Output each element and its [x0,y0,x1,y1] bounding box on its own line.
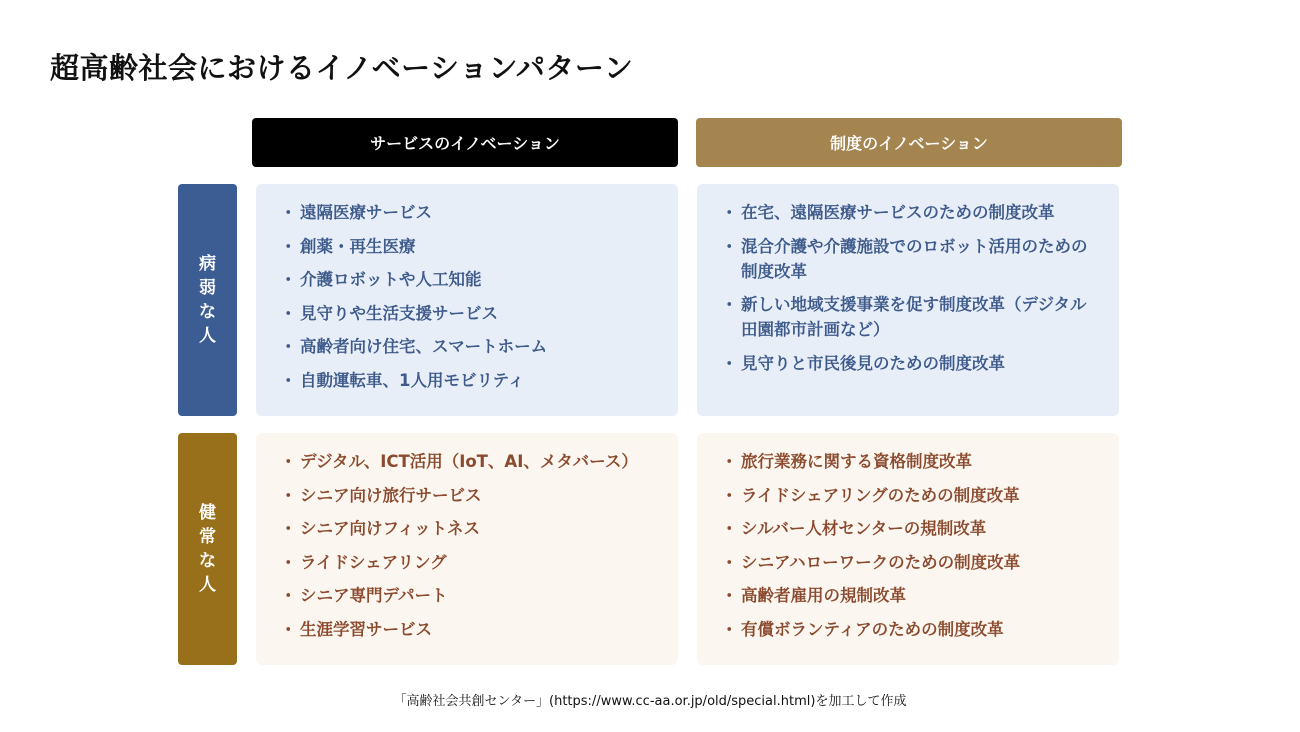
bullet-icon: ・ [721,552,738,572]
list-item-text: 見守りと市民後見のための制度改革 [741,353,1005,373]
bullet-icon: ・ [280,236,297,256]
list-item-text: ライドシェアリング [300,552,447,572]
cell-healthy-system [697,433,1119,665]
list-item [280,301,658,326]
cell-weak-system [697,184,1119,416]
page-title: 超高齢社会におけるイノベーションパターン [50,51,634,85]
source-citation: 「高齢社会共創センター」(https://www.cc-aa.or.jp/old/special.html)を加工して作成 [393,694,907,709]
list-item-text: 介護ロボットや人工知能 [300,270,482,289]
bullet-icon: ・ [280,337,297,356]
list-item-text: デジタル、ICT活用（IoT、AI、メタバース） [300,452,638,471]
list-item-text: 遠隔医療サービス [300,203,432,222]
list-item-text: シルバー人材センターの規制改革 [741,519,987,538]
list-item [280,267,658,292]
bullet-icon: ・ [280,552,297,572]
list-item [721,234,1099,284]
bullet-icon: ・ [280,619,297,639]
list-item-text: 有償ボランティアのための制度改革 [741,619,1004,639]
system-innovation-header: 制度のイノベーション [696,118,1122,167]
list-item [280,449,658,474]
list-item [280,516,658,541]
list-item-text: 高齢者雇用の規制改革 [741,586,906,605]
bullet-icon: ・ [280,519,297,538]
list-item [280,368,658,393]
bullet-icon: ・ [721,619,738,639]
list-item [721,583,1099,608]
row-label-char: な [199,302,216,322]
list-item [280,334,658,359]
row-label-healthy-people [178,433,237,665]
bullet-icon: ・ [721,519,738,538]
list-item-text: シニア専門デパート [300,586,448,605]
bullet-icon: ・ [280,370,297,390]
row-label-char: 人 [199,326,216,346]
row-label-char: 健 [199,503,216,523]
list-item [721,516,1099,541]
bullet-icon: ・ [721,353,738,373]
service-innovation-header: サービスのイノベーション [252,118,678,167]
list-item-text: 自動運転車、1人用モビリティ [300,370,525,390]
cell-weak-service [256,184,678,416]
list-item-text: 旅行業務に関する資格制度改革 [741,452,972,471]
list-item-text: 新しい地域支援事業を促す制度改革（デジタル田園都市計画など） [741,295,1087,339]
bullet-icon: ・ [280,485,297,505]
row-label-char: 弱 [199,278,216,298]
row-label-char: 病 [199,254,216,274]
list-item [280,200,658,225]
list-item [721,617,1099,642]
list-item [280,483,658,508]
bullet-icon: ・ [721,236,738,256]
list-item-text: シニア向け旅行サービス [300,485,482,505]
bullet-icon: ・ [280,303,297,323]
cell-healthy-service [256,433,678,665]
list-item [721,292,1099,342]
bullet-icon: ・ [280,203,297,222]
bullet-icon: ・ [721,203,738,222]
list-item [280,617,658,642]
bullet-icon: ・ [280,586,297,605]
list-item-text: 創薬・再生医療 [300,236,416,256]
row-label-char: 常 [199,527,216,547]
list-item [721,550,1099,575]
list-item [280,550,658,575]
row-label-char: 人 [199,575,216,595]
list-item-text: ライドシェアリングのための制度改革 [741,485,1020,505]
list-item-text: 在宅、遠隔医療サービスのための制度改革 [741,203,1055,222]
bullet-icon: ・ [721,295,738,314]
bullet-icon: ・ [721,586,738,605]
list-item [721,483,1099,508]
bullet-icon: ・ [721,452,738,471]
bullet-icon: ・ [280,270,297,289]
list-item [721,200,1099,225]
list-item [721,351,1099,376]
list-item-text: 混合介護や介護施設でのロボット活用のための制度改革 [741,236,1088,281]
bullet-icon: ・ [721,485,738,505]
row-label-weak-people [178,184,237,416]
list-item-text: シニアハローワークのための制度改革 [741,552,1021,572]
list-item [280,234,658,259]
list-item-text: 生涯学習サービス [300,619,432,639]
list-item-text: シニア向けフィットネス [300,519,481,538]
bullet-icon: ・ [280,452,297,471]
list-item [280,583,658,608]
list-item [721,449,1099,474]
list-item-text: 高齢者向け住宅、スマートホーム [300,337,548,356]
list-item-text: 見守りや生活支援サービス [300,303,498,323]
row-label-char: な [199,551,216,571]
